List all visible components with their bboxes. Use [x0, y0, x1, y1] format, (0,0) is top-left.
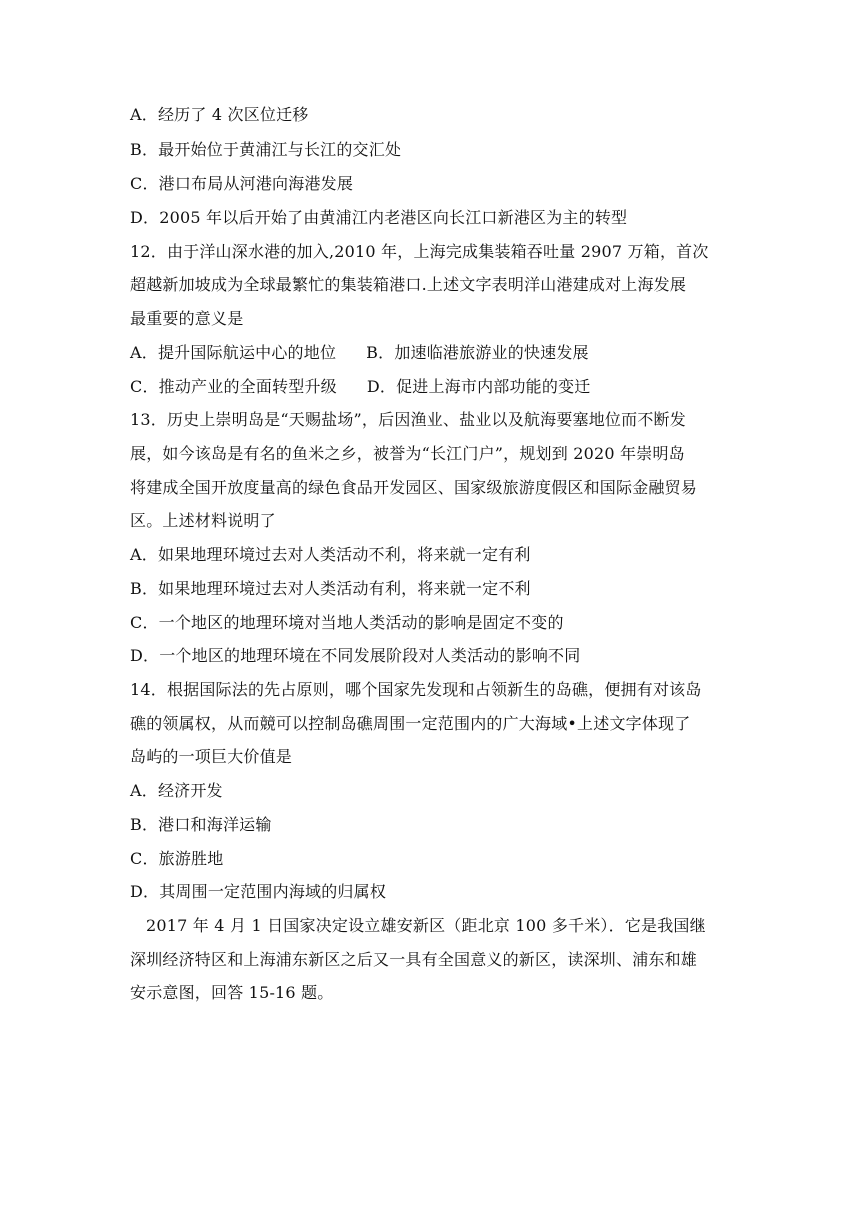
intro-15-16-line-3: 安示意图，回答 15-16 题。 — [130, 983, 334, 1002]
q14-stem-line-3: 岛屿的一项巨大价值是 — [130, 747, 293, 766]
q11-option-d: D．2005 年以后开始了由黄浦江内老港区向长江口新港区为主的转型 — [130, 208, 628, 227]
q12-option-a: A．提升国际航运中心的地位 — [130, 343, 337, 362]
q14-option-a: A．经济开发 — [130, 781, 223, 800]
q13-option-a: A．如果地理环境过去对人类活动不利，将来就一定有利 — [130, 545, 531, 564]
q11-option-c: C．港口布局从河港向海港发展 — [130, 174, 354, 193]
q13-stem-line-1: 13．历史上崇明岛是“天赐盐场”，后因渔业、盐业以及航海要塞地位而不断发 — [130, 410, 686, 429]
q14-stem-line-2: 礁的领属权，从而競可以控制岛礁周围一定范围内的广大海域•上述文字体现了 — [130, 714, 691, 733]
q12-stem-line-2: 超越新加坡成为全球最繁忙的集装箱港口.上述文字表明洋山港建成对上海发展 — [130, 275, 687, 294]
q11-option-a: A．经历了 4 次区位迁移 — [130, 105, 309, 124]
q14-option-c: C．旅游胜地 — [130, 849, 224, 868]
q14-option-b: B．港口和海洋运输 — [130, 815, 272, 834]
q14-stem-line-1: 14．根据国际法的先占原则，哪个国家先发现和占领新生的岛礁，便拥有对该岛 — [130, 680, 702, 699]
q12-option-b: B．加速临港旅游业的快速发展 — [366, 343, 589, 362]
q13-option-c: C．一个地区的地理环境对当地人类活动的影响是固定不变的 — [130, 613, 564, 632]
q12-stem-line-1: 12．由于洋山深水港的加入,2010 年，上海完成集装箱吞吐量 2907 万箱，首次 — [130, 242, 709, 261]
q13-stem-line-4: 区。上述材料说明了 — [130, 511, 276, 530]
q11-option-b: B．最开始位于黄浦江与长江的交汇处 — [130, 140, 402, 159]
q12-option-d: D．促进上海市内部功能的变迁 — [366, 377, 591, 396]
q12-options-row-1 — [130, 342, 730, 364]
q12-options-row-2 — [130, 376, 730, 398]
q12-stem-line-3: 最重要的意义是 — [130, 309, 244, 328]
q13-option-b: B．如果地理环境过去对人类活动有利，将来就一定不利 — [130, 579, 531, 598]
intro-15-16-line-1: 2017 年 4 月 1 日国家决定设立雄安新区（距北京 100 多千米）．它是我国继 — [146, 916, 706, 935]
q13-option-d: D．一个地区的地理环境在不同发展阶段对人类活动的影响不同 — [130, 646, 581, 665]
intro-15-16-line-2: 深圳经济特区和上海浦东新区之后又一具有全国意义的新区，读深圳、浦东和雄 — [130, 950, 698, 969]
q13-stem-line-2: 展，如今该岛是有名的鱼米之乡，被誉为“长江门户”，规划到 2020 年崇明岛 — [130, 444, 685, 463]
q14-option-d: D．其周围一定范围内海域的归属权 — [130, 882, 387, 901]
q12-option-c: C．推动产业的全面转型升级 — [130, 377, 337, 396]
q13-stem-line-3: 将建成全国开放度量高的绿色食品开发园区、国家级旅游度假区和国际金融贸易 — [130, 478, 698, 497]
